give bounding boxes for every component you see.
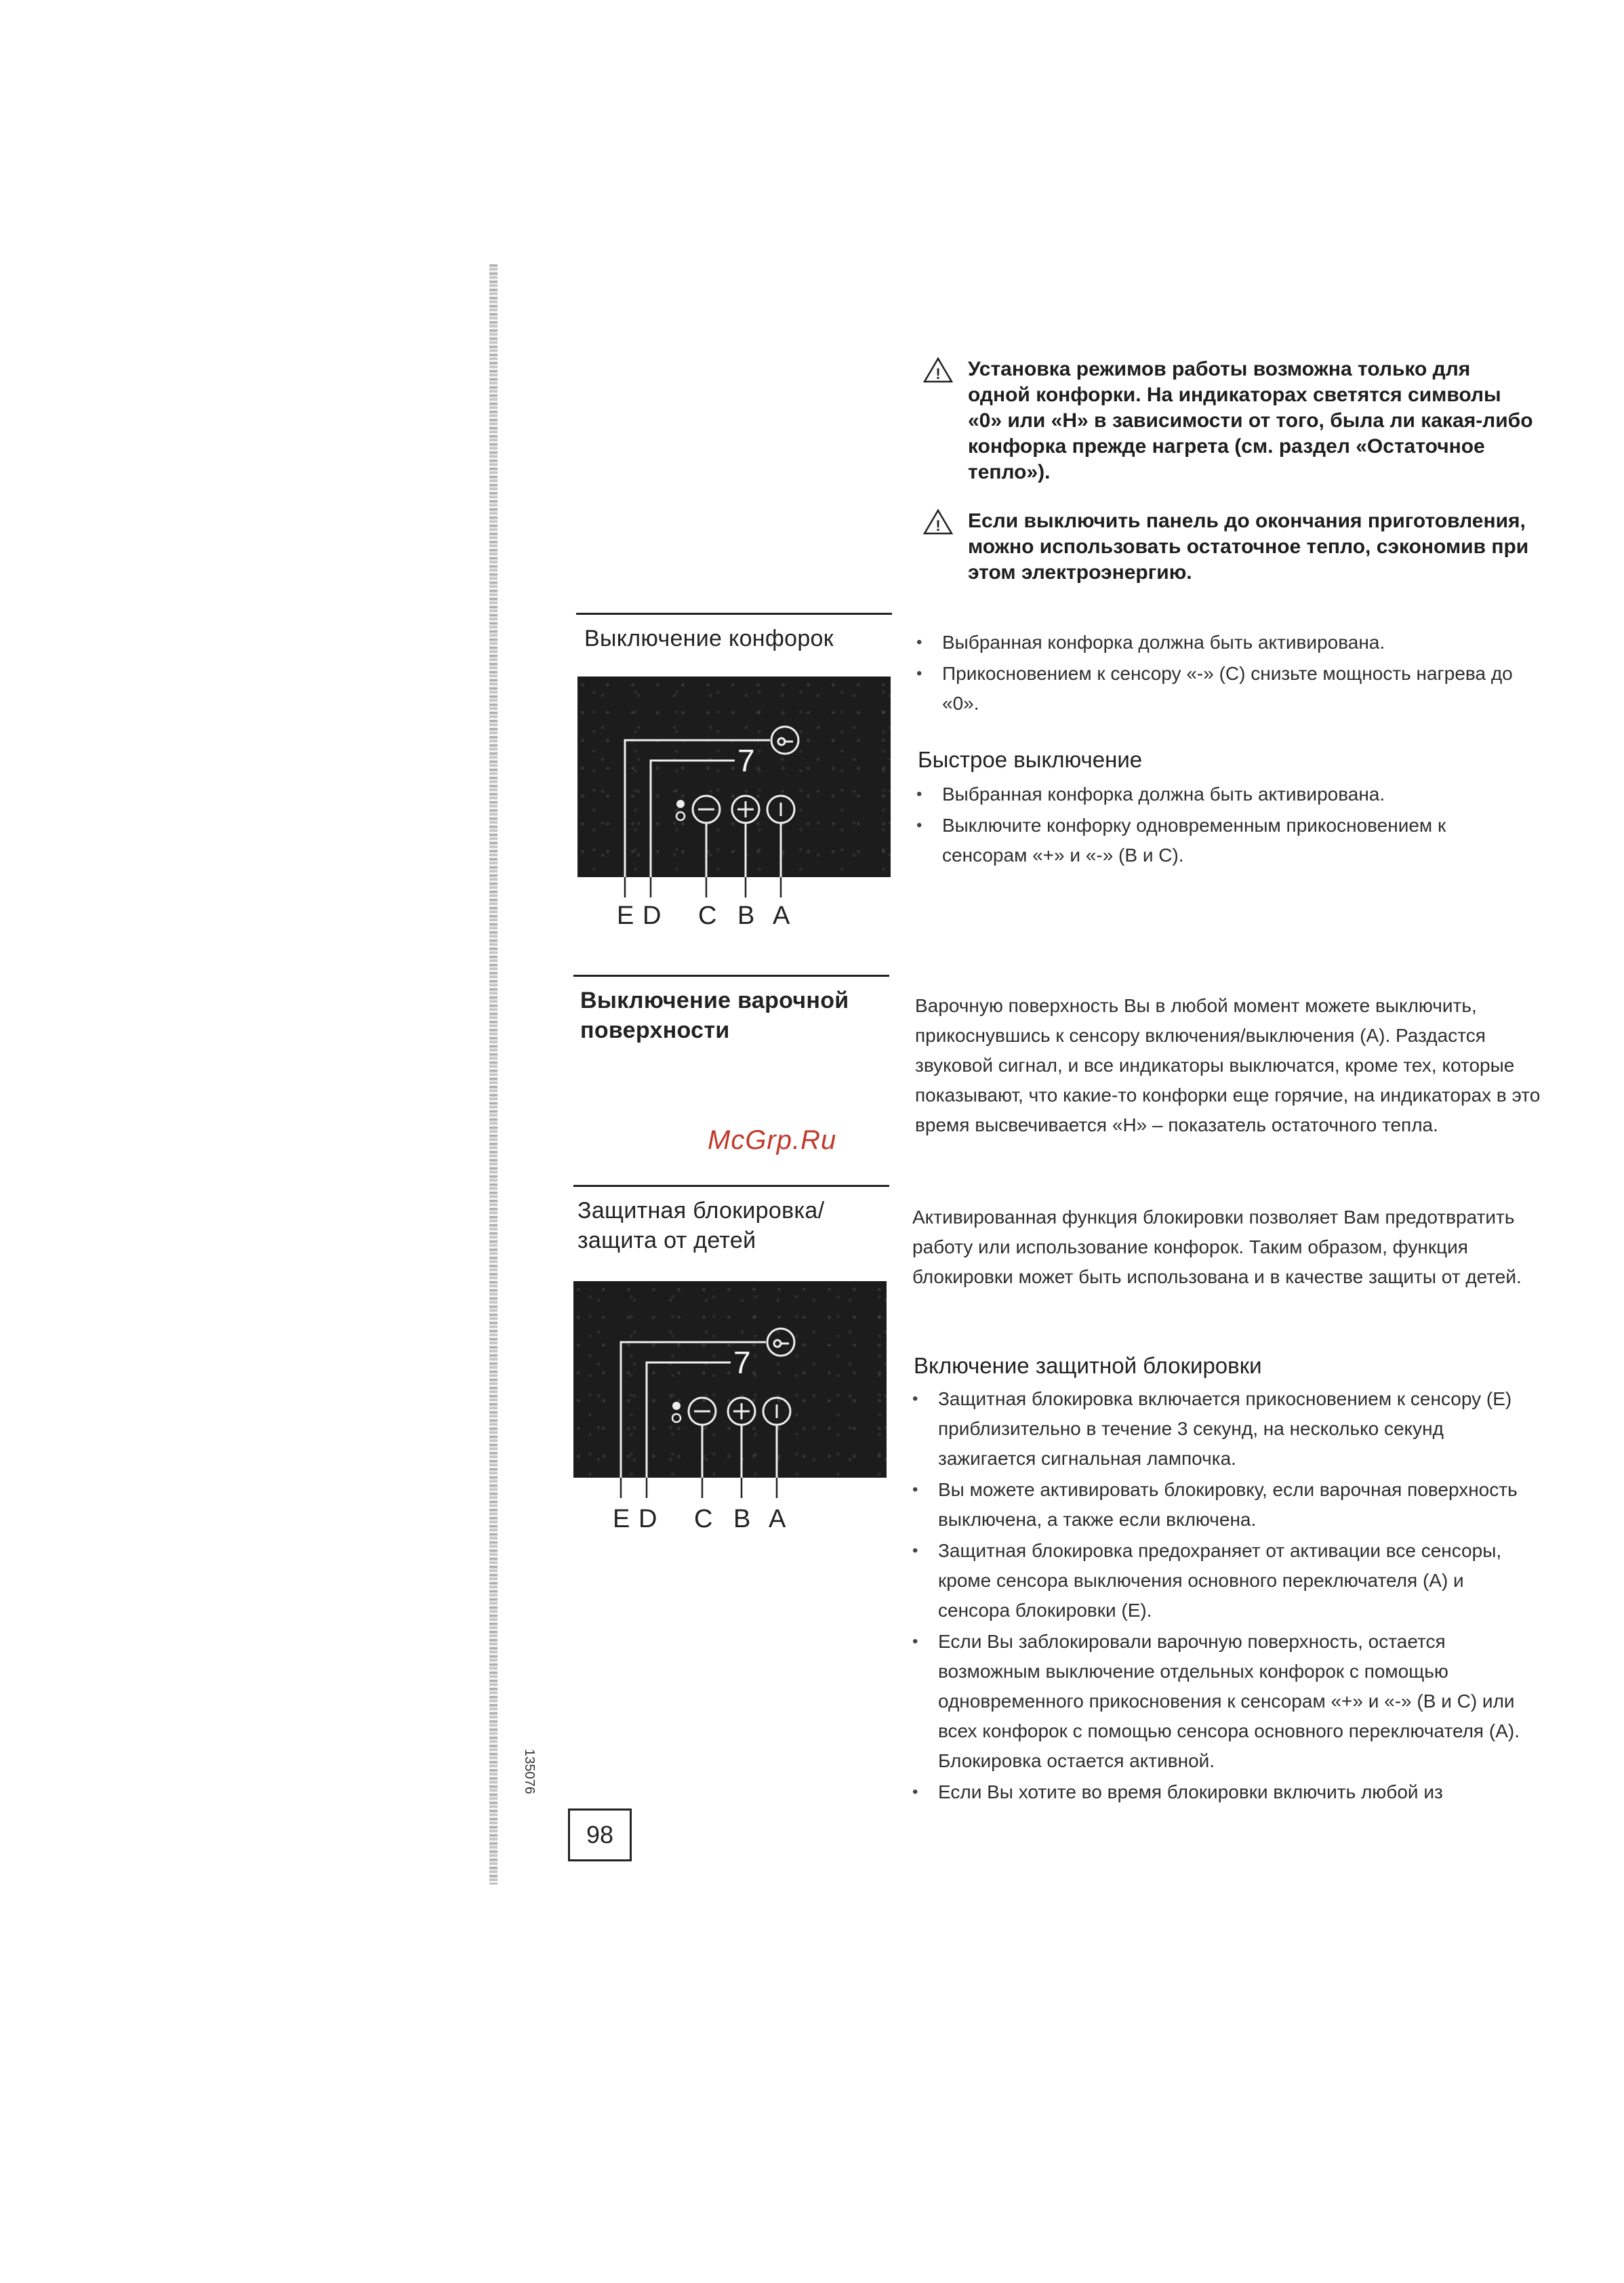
sensor-labels-2 (573, 1505, 887, 1535)
list-item: • Выключите конфорку одновременным прикосновением к сенсорам «+» и «-» (В и С). (916, 811, 1526, 870)
page-number: 98 (568, 1809, 632, 1861)
subhead-lock-on: Включение защитной блокировки (914, 1353, 1262, 1378)
warning-1-text: Установка режимов работы возможна только для одной конфорки. На индикаторах светятся символы «0» или «Н» в зависимости от того, была ли какая-либо конфорка прежде нагрета (см. раздел «Остаточное тепло»). (968, 358, 1533, 483)
section-rule (573, 975, 889, 977)
label-c: C (694, 1505, 714, 1533)
list-item: • Прикосновением к сенсору «-» (С) снизьте мощность нагрева до «0». (916, 659, 1526, 719)
watermark-text: McGrp.Ru (708, 1125, 837, 1155)
label-e: E (613, 1505, 632, 1533)
label-d: D (638, 1505, 659, 1533)
section3-text: Активированная функция блокировки позволяет Вам предотвратить работу или использование конфорок. Таким образом, функция блокировки может быть использована и в качестве защиты от детей. (912, 1207, 1522, 1287)
display-digit: 7 (737, 743, 755, 778)
section1-sub-bullets (916, 780, 1526, 872)
section-title-burners-off: Выключение конфорок (584, 626, 834, 651)
warning-triangle-icon (923, 357, 953, 384)
section-rule (573, 1185, 889, 1187)
label-b: B (737, 902, 756, 930)
display-digit: 7 (733, 1345, 751, 1380)
section3-sub-bullets (912, 1384, 1526, 1809)
list-item: • Если Вы заблокировали варочную поверхность, остается возможным выключение отдельных конфорок с помощью одновременного прикосновения к сенсорам «+» и «-» (В и С) или всех конфорок с помощью сенсора основного переключателя (А). Блокировка остается активной. (912, 1627, 1526, 1776)
label-a: A (773, 902, 792, 930)
sensor-labels-1 (577, 902, 891, 931)
label-c: C (698, 902, 718, 930)
control-panel-diagram-2 (573, 1281, 887, 1478)
list-item: • Выбранная конфорка должна быть активирована. (916, 628, 1526, 658)
list-item: • Защитная блокировка включается прикосновением к сенсору (Е) приблизительно в течение 3 секунд, на несколько секунд зажигается сигнальная лампочка. (912, 1384, 1526, 1474)
label-d: D (643, 902, 663, 930)
scan-edge-artifact (489, 264, 498, 1884)
list-item: • Выбранная конфорка должна быть активирована. (916, 780, 1526, 809)
panel-drawing (577, 676, 891, 877)
label-b: B (733, 1505, 752, 1533)
panel-drawing (573, 1281, 887, 1478)
warning-2 (923, 508, 1533, 586)
subhead-quick-off: Быстрое выключение (918, 747, 1143, 772)
warning-triangle-icon (923, 508, 953, 536)
label-a: A (769, 1505, 788, 1533)
leader-lines-1 (577, 877, 891, 897)
warning-2-text: Если выключить панель до окончания приготовления, можно использовать остаточное тепло, сэкономив при этом электроэнергию. (968, 510, 1529, 584)
control-panel-diagram-1 (577, 676, 891, 877)
section-rule (576, 613, 892, 615)
section2-text: Варочную поверхность Вы в любой момент можете выключить, прикоснувшись к сенсору включения/выключения (А). Раздастся звуковой сигнал, и все индикаторы выключатся, кроме тех, которые показывают, что какие-то конфорки еще горячие, на индикаторах в это время высвечивается «Н» – показатель остаточного тепла. (915, 995, 1541, 1135)
label-e: E (617, 902, 636, 930)
list-item: • Вы можете активировать блокировку, если варочная поверхность выключена, а также если включена. (912, 1475, 1526, 1535)
svg-text:!: ! (935, 365, 941, 382)
svg-text:!: ! (935, 517, 941, 534)
section1-bullets (916, 628, 1526, 720)
side-code: 135076 (522, 1749, 537, 1794)
warning-1 (923, 357, 1533, 485)
list-item: • Если Вы хотите во время блокировки включить любой из (912, 1777, 1526, 1807)
leader-lines-2 (573, 1478, 887, 1498)
section-title-child-lock: Защитная блокировка/ защита от детей (577, 1198, 825, 1253)
section-title-hob-off: Выключение варочной поверхности (580, 988, 849, 1043)
list-item: • Защитная блокировка предохраняет от активации все сенсоры, кроме сенсора выключения основного переключателя (А) и сенсора блокировки (Е). (912, 1536, 1526, 1625)
